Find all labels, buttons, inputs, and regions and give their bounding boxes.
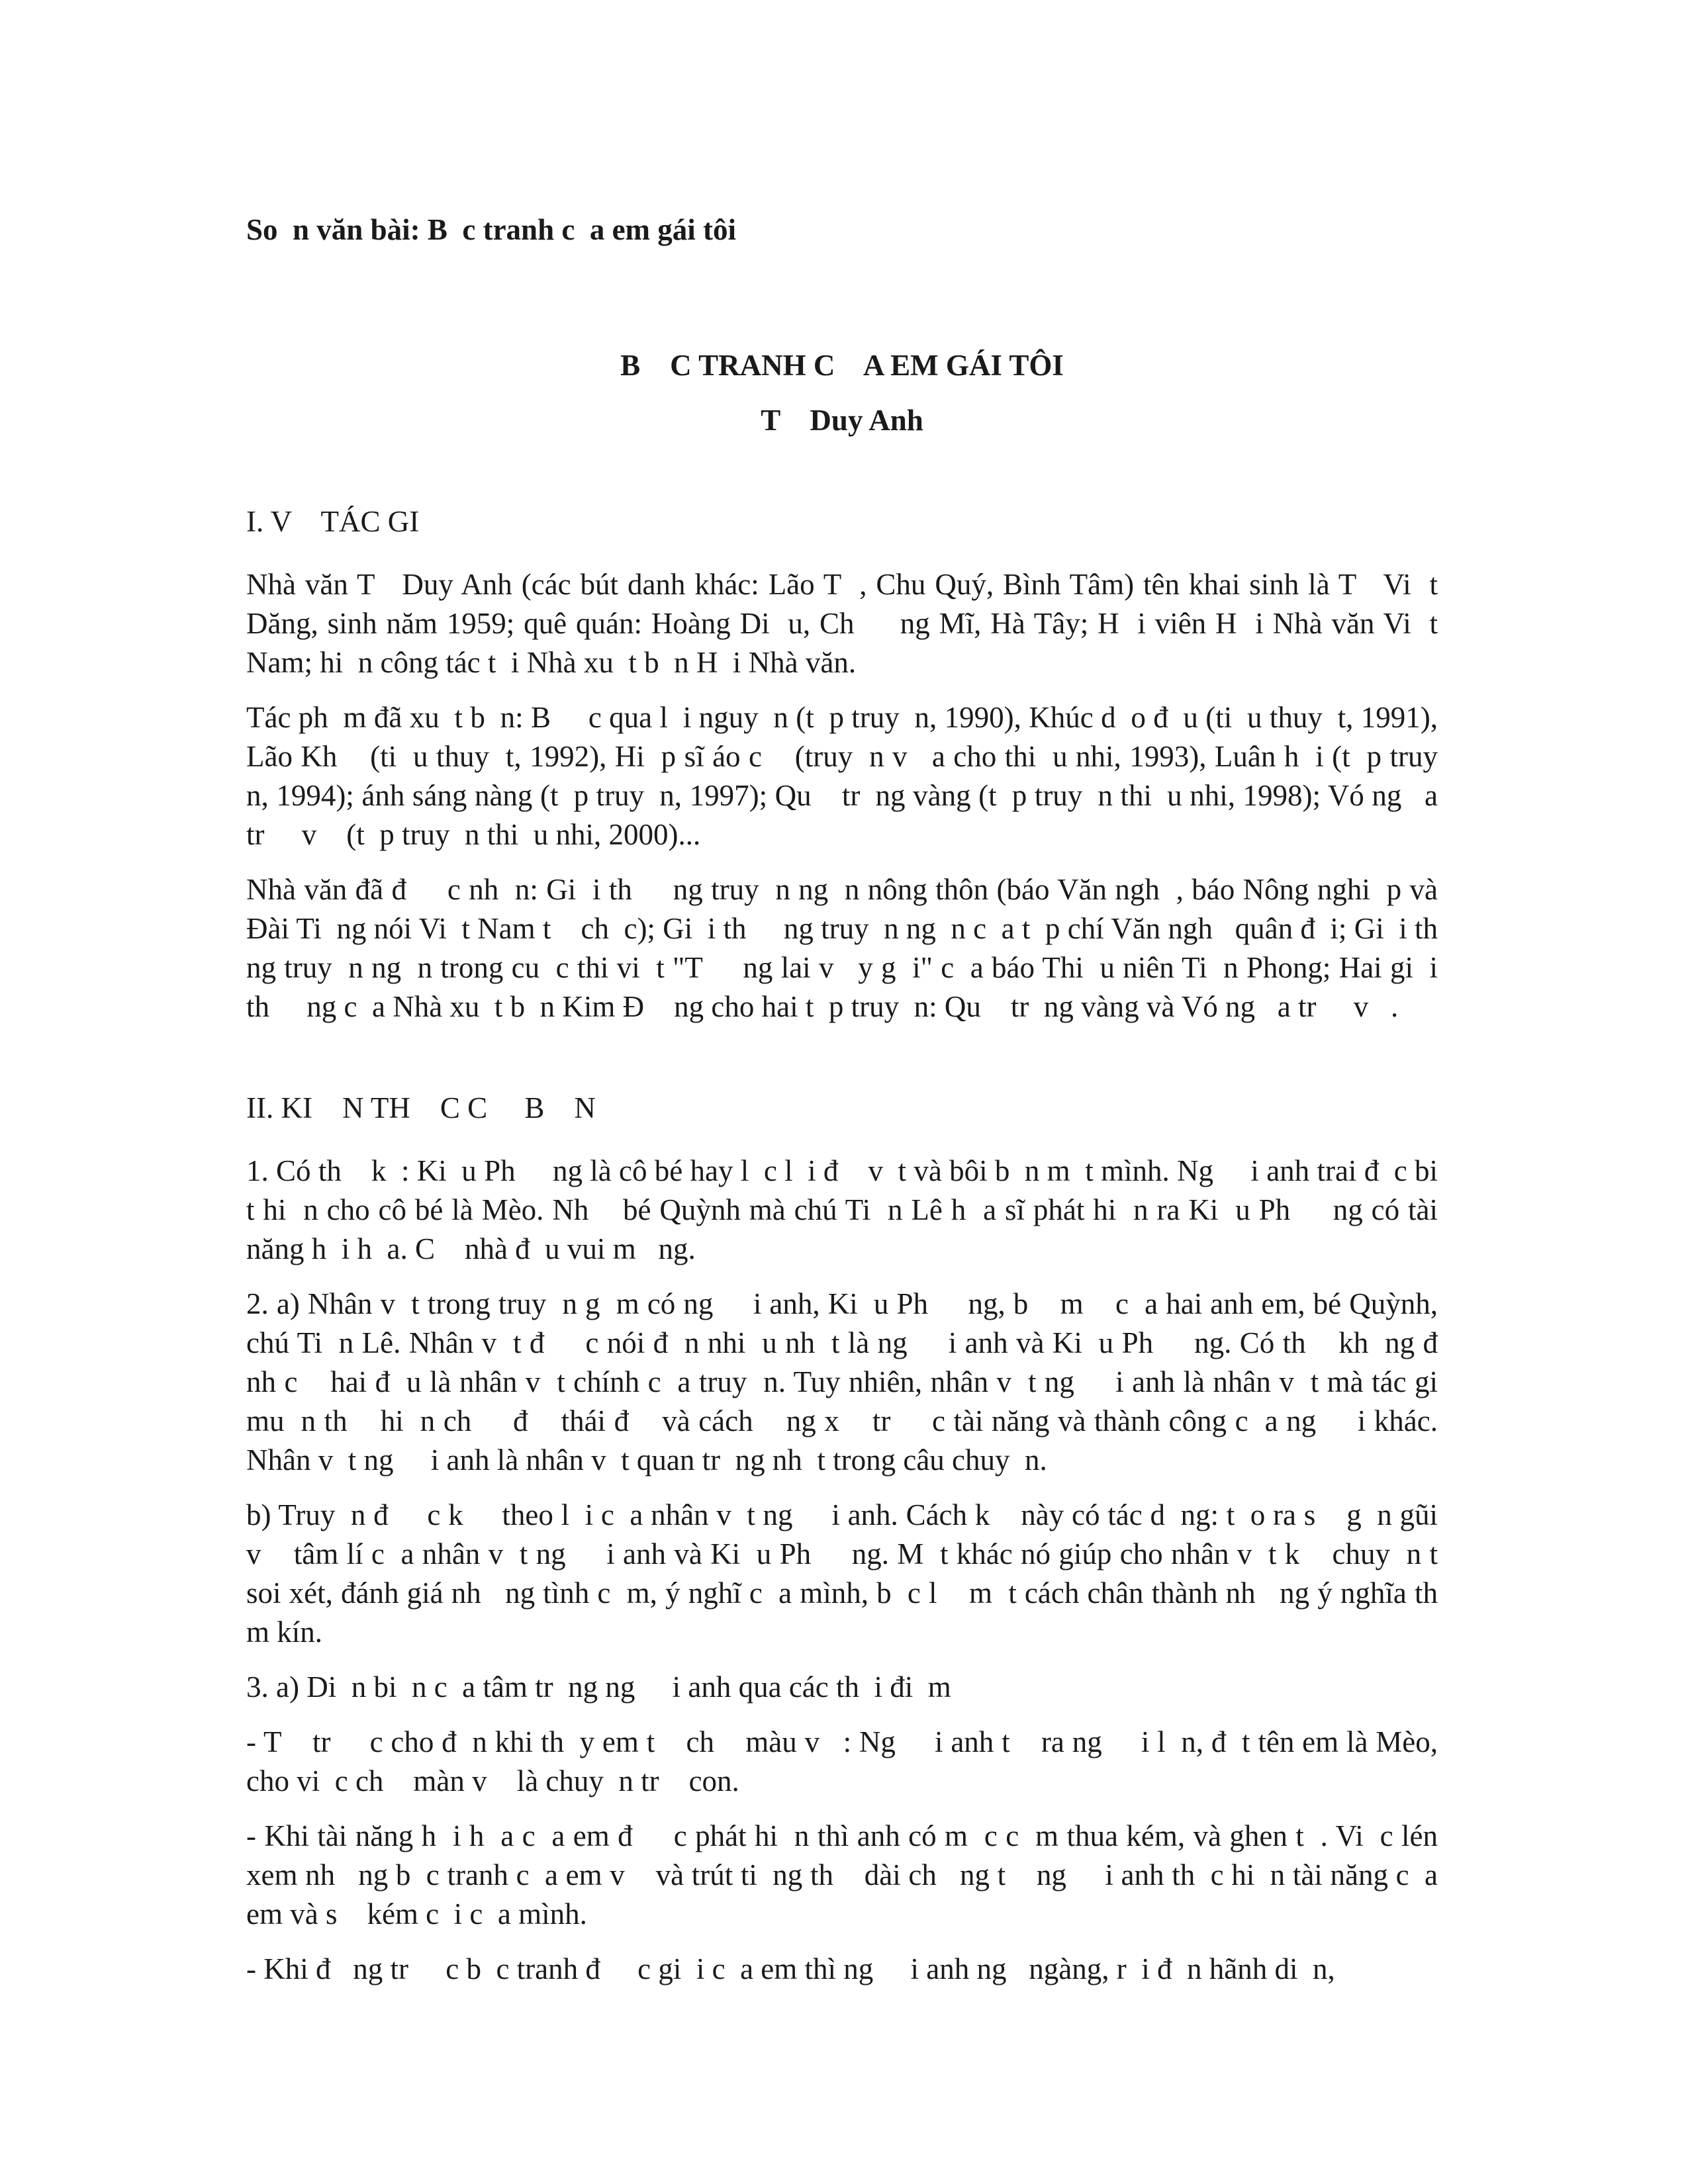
paragraph: 1. Có th k : Ki u Ph ng là cô bé hay l c l i đ v t và bôi b n m t mình. Ng i anh trai đ c bi t hi n cho cô bé là Mèo. Nh bé Quỳnh mà chú Ti n Lê h a sĩ phát hi n ra Ki u Ph ng có tài năng h i h a. C nhà đ u vui m ng.: [246, 1154, 1453, 1265]
story-title: B C TRANH C A EM GÁI TÔI: [620, 349, 1064, 382]
paragraph: - Khi đ ng tr c b c tranh đ c gi i c a em thì ng i anh ng ngàng, r i đ n hãnh di n,: [246, 1952, 1335, 1985]
story-author: T Duy Anh: [761, 404, 923, 437]
paragraph: - T tr c cho đ n khi th y em t ch màu v : Ng i anh t ra ng i l n, đ t tên em là Mèo, cho vi c ch màn v là chuy n tr con.: [246, 1725, 1446, 1797]
document-page: [246, 210, 1476, 2005]
paragraph: b) Truy n đ c k theo l i c a nhân v t ng i anh. Cách k này có tác d ng: t o ra s g n gũi v tâm lí c a nhân v t ng i anh và Ki u Ph ng. M t khác nó giúp cho nhân v t k chuy n t soi xét, đánh giá nh ng tình c m, ý nghĩ c a mình, b c l m t cách chân thành nh ng ý nghĩa th m kín.: [246, 1498, 1468, 1649]
paragraph: Nhà văn T Duy Anh (các bút danh khác: Lão T , Chu Quý, Bình Tâm) tên khai sinh là T Vi t Dăng, sinh năm 1959; quê quán: Hoàng Di u, Ch ng Mĩ, Hà Tây; H i viên H i Nhà văn Vi t Nam; hi n công tác t i Nhà xu t b n H i Nhà văn.: [246, 568, 1446, 679]
document-heading: So n văn bài: B c tranh c a em gái tôi: [246, 213, 737, 246]
section-title-knowledge: II. KI N TH C C B N: [246, 1091, 596, 1124]
section-basic-knowledge: [246, 1089, 1468, 1989]
paragraph: 3. a) Di n bi n c a tâm tr ng ng i anh qua các th i đi m: [246, 1670, 951, 1704]
paragraph: 2. a) Nhân v t trong truy n g m có ng i anh, Ki u Ph ng, b m c a hai anh em, bé Quỳnh, chú Ti n Lê. Nhân v t đ c nói đ n nhi u nh t là ng i anh và Ki u Ph ng. Có th kh ng đ nh c hai đ u là nhân v t chính c a truy n. Tuy nhiên, nhân v t ng i anh là nhân v t mà tác gi mu n th hi n ch đ thái đ và cách ng x tr c tài năng và thành công c a ng i khác. Nhân v t ng i anh là nhân v t quan tr ng nh t trong câu chuy n.: [246, 1287, 1468, 1477]
paragraph: - Khi tài năng h i h a c a em đ c phát hi n thì anh có m c c m thua kém, và ghen t . Vi c lén xem nh ng b c tranh c a em v và trút ti ng th dài ch ng t ng i anh th c hi n tài năng c a em và s kém c i c a mình.: [246, 1819, 1446, 1931]
paragraph: Tác ph m đã xu t b n: B c qua l i nguy n (t p truy n, 1990), Khúc d o đ u (ti u thuy t, 1991), Lão Kh (ti u thuy t, 1992), Hi p sĩ áo c (truy n v a cho thi u nhi, 1993), Luân h i (t p truy n, 1994); ánh sáng nàng (t p truy n, 1997); Qu tr ng vàng (t p truy n thi u nhi, 1998); Vó ng a tr v (t p truy n thi u nhi, 2000)...: [246, 701, 1453, 851]
section-title-author: I. V TÁC GI: [246, 505, 420, 538]
title-block: [246, 346, 1438, 440]
paragraph: Nhà văn đã đ c nh n: Gi i th ng truy n ng n nông thôn (báo Văn ngh , báo Nông nghi p và Đài Ti ng nói Vi t Nam t ch c); Gi i th ng truy n ng n c a t p chí Văn ngh quân đ i; Gi i th ng truy n ng n trong cu c thi vi t "T ng lai v y g i" c a báo Thi u niên Ti n Phong; Hai gi i th ng c a Nhà xu t b n Kim Đ ng cho hai t p truy n: Qu tr ng vàng và Vó ng a tr v .: [246, 873, 1476, 1023]
section-author: [246, 502, 1476, 1026]
